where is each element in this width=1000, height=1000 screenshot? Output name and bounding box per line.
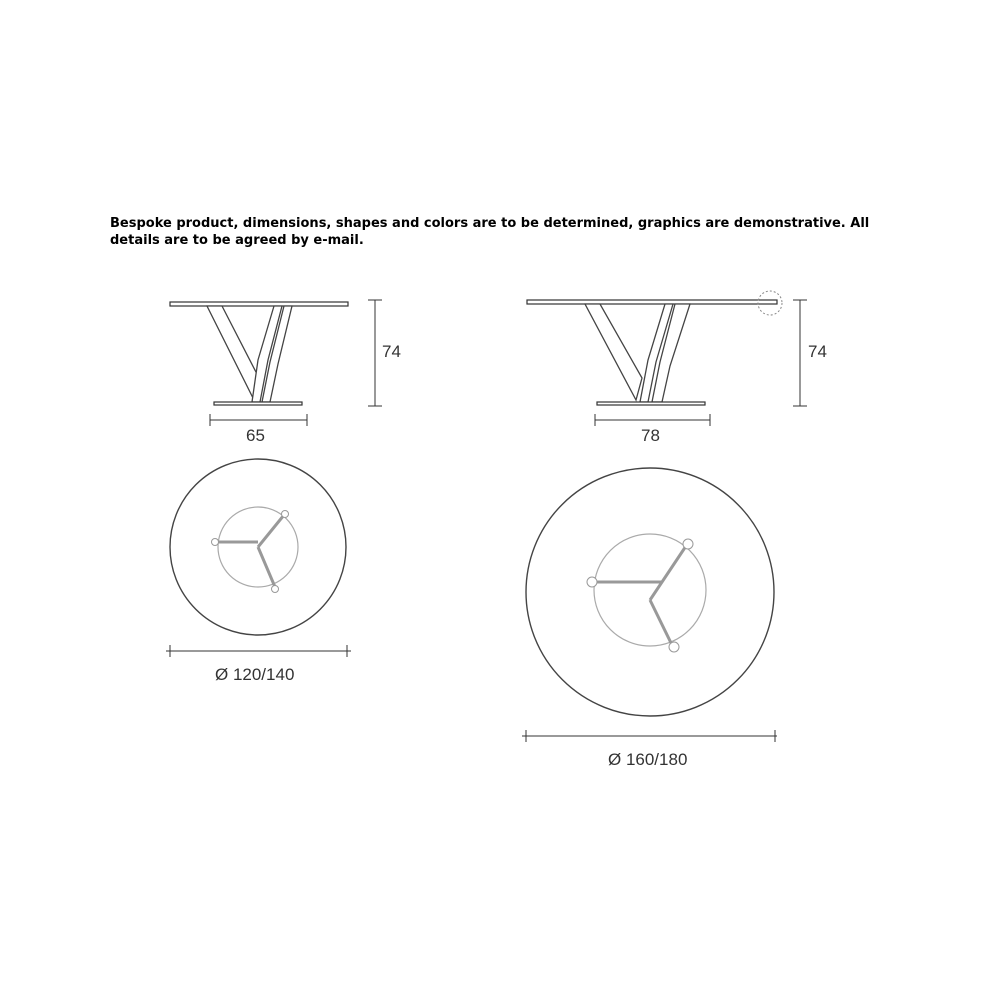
large-diameter-label: Ø 160/180 xyxy=(608,750,688,769)
disclaimer-text: Bespoke product, dimensions, shapes and colors are to be determined, graphics are demonstrative. All details are to be agreed by e-mail. xyxy=(110,216,870,248)
large-tabletop xyxy=(527,300,777,304)
large-tabletop-outline xyxy=(526,468,774,716)
small-base-width-label: 65 xyxy=(246,426,265,445)
large-base-width-label: 78 xyxy=(641,426,660,445)
small-base-plate xyxy=(214,402,302,405)
small-diameter-label: Ø 120/140 xyxy=(215,665,295,684)
small-table-side-view xyxy=(170,300,382,426)
small-leg-foot-1 xyxy=(212,539,219,546)
large-height-label: 74 xyxy=(808,342,827,361)
large-table-top-view xyxy=(522,468,777,742)
small-table-top-view xyxy=(166,459,351,657)
small-leg-foot-3 xyxy=(272,586,279,593)
large-base-plate xyxy=(597,402,705,405)
small-leg-foot-2 xyxy=(282,511,289,518)
small-tabletop xyxy=(170,302,348,306)
large-leg-left xyxy=(585,304,642,400)
large-table-side-view xyxy=(527,291,807,426)
large-leg-foot-2 xyxy=(683,539,693,549)
large-leg-foot-1 xyxy=(587,577,597,587)
small-height-label: 74 xyxy=(382,342,401,361)
small-leg-left xyxy=(207,306,258,400)
large-leg-foot-3 xyxy=(669,642,679,652)
